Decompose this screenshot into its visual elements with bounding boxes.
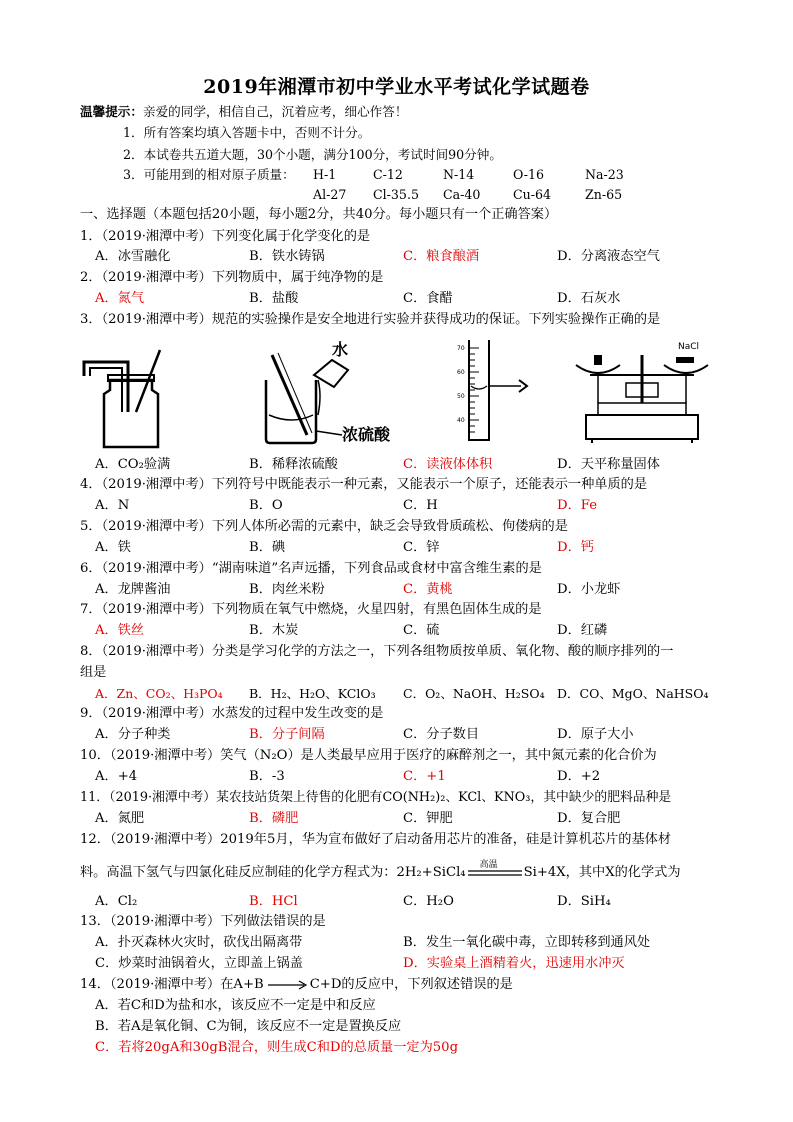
q9-option-b-answer: B．分子间隔 (249, 727, 325, 742)
cylinder-tick-label: 60 (457, 369, 465, 376)
q1-stem: 1．（2019·湘潭中考）下列变化属于化学变化的是 (80, 229, 371, 244)
mass-n: N-14 (443, 167, 475, 182)
q3-option-d: D．天平称量固体 (557, 457, 660, 472)
q13-stem: 13．（2019·湘潭中考）下列做法错误的是 (80, 914, 326, 929)
q3-stem: 3．（2019·湘潭中考）规范的实验操作是安全地进行实验并获得成功的保证。下列实验操作正确的是 (80, 312, 661, 327)
q14-option-b: B．若A是氧化铜、C为铜，该反应不一定是置换反应 (95, 1019, 402, 1034)
q6-option-d: D．小龙虾 (557, 582, 621, 597)
balance-figure (572, 335, 712, 445)
q14-option-a: A．若C和D为盐和水，该反应不一定是中和反应 (95, 998, 376, 1013)
q7-option-a-answer: A．铁丝 (95, 623, 145, 638)
q8-option-a-answer: A．Zn、CO₂、H₃PO₄ (95, 686, 223, 701)
dilute-acid-figure (252, 335, 407, 450)
mass-zn: Zn-65 (585, 187, 623, 202)
q7-option-d: D．红磷 (557, 623, 608, 638)
mass-cu: Cu-64 (513, 187, 552, 202)
q10-stem: 10．（2019·湘潭中考）笑气（N₂O）是人类最早应用于医疗的麻醉剂之一，其中氮元素的化合价为 (80, 748, 657, 763)
q10-option-b: B．-3 (249, 769, 285, 784)
q8-option-b: B．H₂、H₂O、KClO₃ (249, 686, 376, 701)
q9-option-c: C．分子数目 (403, 727, 480, 742)
q11-option-d: D．复合肥 (557, 811, 621, 826)
q12-equation-left: 料。高温下氢气与四氯化硅反应制硅的化学方程式为：2H₂+SiCl₄ (80, 865, 466, 880)
q6-option-b: B．肉丝米粉 (249, 582, 325, 597)
q1-option-b: B．铁水铸锅 (249, 249, 325, 264)
q5-option-d-answer: D．钙 (557, 540, 594, 555)
cylinder-tick-label: 50 (457, 393, 465, 400)
q3-option-c-answer: C．读液体体积 (403, 457, 493, 472)
tip-item-3: 3．可能用到的相对原子质量： (123, 167, 295, 182)
q4-option-b: B．O (249, 498, 283, 513)
q12-option-b-answer: B．HCl (249, 894, 298, 909)
q4-option-a: A．N (95, 498, 130, 513)
q5-option-a: A．铁 (95, 540, 131, 555)
nacl-label: NaCl (678, 342, 700, 352)
q9-stem: 9．（2019·湘潭中考）水蒸发的过程中发生改变的是 (80, 706, 384, 721)
tips-intro (80, 103, 407, 121)
q11-option-c: C．钾肥 (403, 811, 453, 826)
q3-option-a: A．CO₂验满 (95, 457, 171, 472)
water-label: 水 (332, 340, 349, 359)
q9-option-a: A．分子种类 (95, 727, 171, 742)
q5-stem: 5．（2019·湘潭中考）下列人体所必需的元素中，缺乏会导致骨质疏松、佝偻病的是 (80, 519, 568, 534)
reaction-arrow-icon (266, 979, 308, 991)
q14-stem-right: C+D的反应中，下列叙述错误的是 (309, 977, 513, 992)
q10-option-c-answer: C．+1 (403, 769, 446, 784)
q7-stem: 7．（2019·湘潭中考）下列物质在氧气中燃烧，火星四射，有黑色固体生成的是 (80, 602, 542, 617)
q5-option-c: C．锌 (403, 540, 440, 555)
mass-o: O-16 (513, 167, 545, 182)
q2-option-b: B．盐酸 (249, 291, 299, 306)
mass-na: Na-23 (585, 167, 624, 182)
q11-stem: 11．（2019·湘潭中考）某农技站货架上待售的化肥有CO(NH₂)₂、KCl、KNO₃，其中缺少的肥料品种是 (80, 790, 672, 805)
q4-option-d-answer: D．Fe (557, 498, 597, 513)
cylinder-tick-label: 70 (457, 345, 465, 352)
mass-cl: Cl-35.5 (373, 187, 419, 202)
q12-stem: 12．（2019·湘潭中考）2019年5月，华为宣布做好了启动备用芯片的准备，硅是计算机芯片的基体材 (80, 832, 672, 847)
q12-option-c: C．H₂O (403, 894, 454, 909)
q6-option-a: A．龙牌酱油 (95, 582, 171, 597)
q13-option-a: A．扑灭森林火灾时，砍伐出隔离带 (95, 935, 303, 950)
q12-option-a: A．Cl₂ (95, 894, 138, 909)
q10-option-a: A．+4 (95, 769, 138, 784)
q9-option-d: D．原子大小 (557, 727, 634, 742)
page-title: 2019年湘潭市初中学业水平考试化学试题卷 (203, 76, 590, 98)
q6-option-c-answer: C．黄桃 (403, 582, 453, 597)
cylinder-figure (455, 336, 545, 444)
q1-option-a: A．冰雪融化 (95, 249, 171, 264)
mass-ca: Ca-40 (443, 187, 481, 202)
q2-option-c: C．食醋 (403, 291, 453, 306)
q4-option-c: C．H (403, 498, 438, 513)
q2-option-d: D．石灰水 (557, 291, 621, 306)
co2-bottle-figure (80, 342, 170, 452)
q2-stem: 2．（2019·湘潭中考）下列物质中，属于纯净物的是 (80, 270, 384, 285)
tips-intro-text: 亲爱的同学，相信自己，沉着应考，细心作答！ (142, 104, 408, 119)
q3-option-b: B．稀释浓硫酸 (249, 457, 338, 472)
equals-arrow-icon (466, 866, 524, 880)
q7-option-c: C．硫 (403, 623, 440, 638)
tip-item-1: 1．所有答案均填入答题卡中，否则不计分。 (123, 125, 371, 140)
q12-stem-cont (80, 859, 681, 882)
arrow-condition: 高温 (479, 859, 498, 870)
mass-al: Al-27 (313, 187, 347, 202)
q4-stem: 4．（2019·湘潭中考）下列符号中既能表示一种元素，又能表示一个原子，还能表示一种单质的是 (80, 477, 648, 492)
reaction-arrow (466, 859, 524, 880)
q14-option-c-answer: C．若将20gA和30gB混合，则生成C和D的总质量一定为50g (95, 1040, 459, 1055)
q13-option-d-answer: D．实验桌上酒精着火，迅速用水冲灭 (403, 956, 625, 971)
tips-label: 温馨提示： (80, 104, 143, 119)
q7-option-b: B．木炭 (249, 623, 299, 638)
q12-option-d: D．SiH₄ (557, 894, 611, 909)
q10-option-d: D．+2 (557, 769, 601, 784)
section-heading: 一、选择题（本题包括20小题，每小题2分，共40分。每小题只有一个正确答案） (80, 207, 558, 222)
q8-option-c: C．O₂、NaOH、H₂SO₄ (403, 686, 545, 701)
acid-label: 浓硫酸 (342, 425, 391, 444)
q5-option-b: B．碘 (249, 540, 286, 555)
q8-stem: 8．（2019·湘潭中考）分类是学习化学的方法之一，下列各组物质按单质、氧化物、酸的顺序排列的一 (80, 644, 674, 659)
q8-option-d: D．CO、MgO、NaHSO₄ (557, 686, 709, 701)
q6-stem: 6．（2019·湘潭中考）“湖南味道”名声远播，下列食品或食材中富含维生素的是 (80, 561, 542, 576)
cylinder-tick-label: 40 (457, 417, 465, 424)
q1-option-d: D．分离液态空气 (557, 249, 660, 264)
mass-h: H-1 (313, 167, 337, 182)
q13-option-b: B．发生一氧化碳中毒，立即转移到通风处 (403, 935, 651, 950)
q2-option-a-answer: A．氮气 (95, 291, 145, 306)
q11-option-a: A．氮肥 (95, 811, 145, 826)
q8-stem-cont: 组是 (80, 665, 107, 680)
mass-c: C-12 (373, 167, 403, 182)
q11-option-b-answer: B．磷肥 (249, 811, 299, 826)
tip-item-2: 2．本试卷共五道大题，30个小题，满分100分，考试时间90分钟。 (123, 147, 502, 162)
q14-stem (80, 976, 513, 994)
q13-option-c: C．炒菜时油锅着火，立即盖上锅盖 (95, 956, 303, 971)
q1-option-c-answer: C．粮食酿酒 (403, 249, 480, 264)
q12-equation-right: Si+4X，其中X的化学式为 (523, 865, 681, 880)
q14-stem-left: 14．（2019·湘潭中考）在A+B (80, 977, 264, 992)
